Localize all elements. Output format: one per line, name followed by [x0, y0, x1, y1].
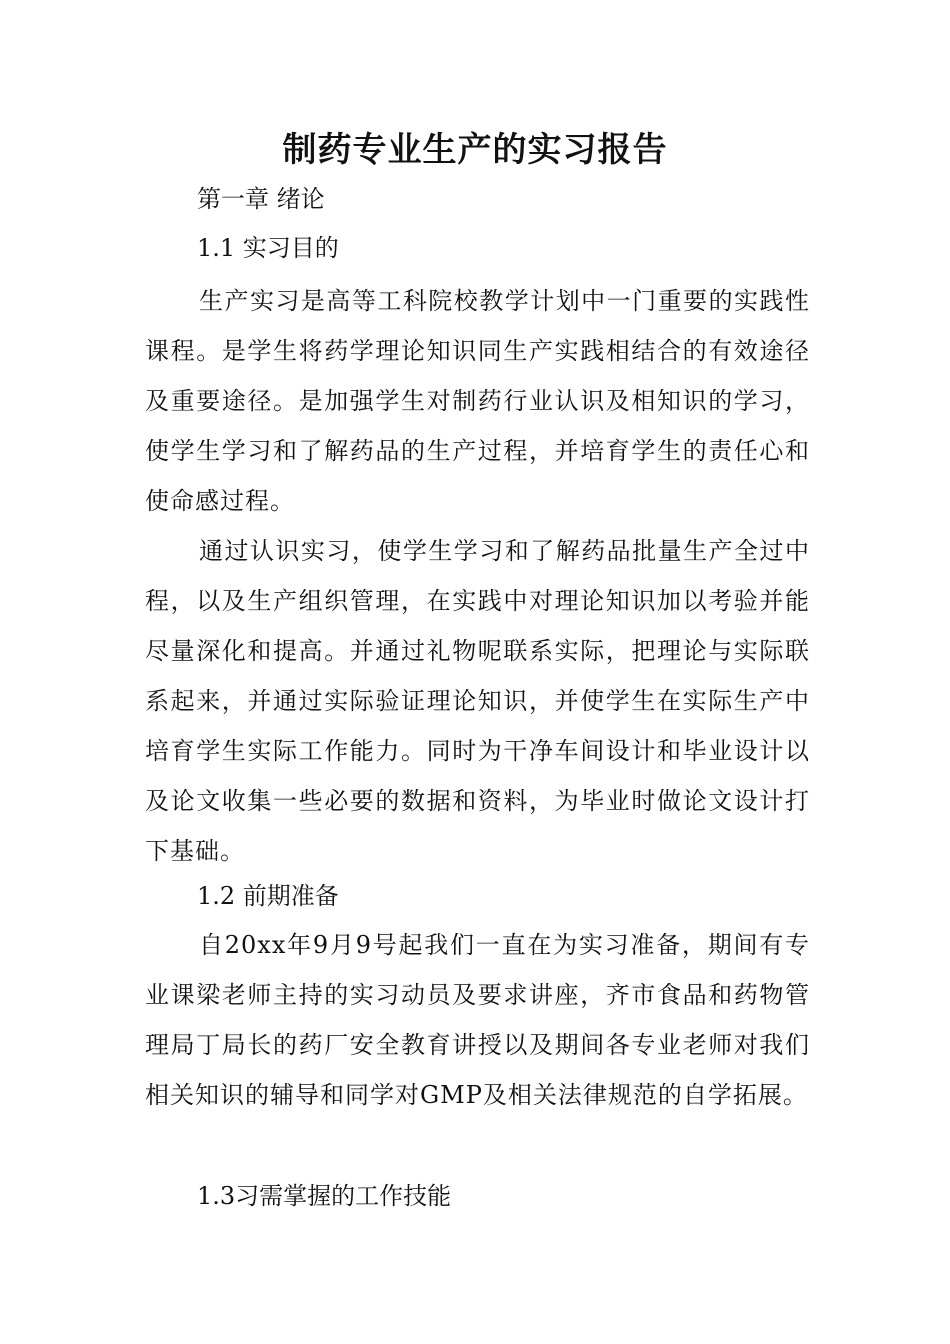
chapter-heading: 第一章 绪论 [197, 185, 325, 213]
section-heading-1-3: 1.3习需掌握的工作技能 [197, 1182, 452, 1210]
paragraph-practice: 通过认识实习，使学生学习和了解药品批量生产全过中程，以及生产组织管理，在实践中对理论知识加以考验并能尽量深化和提高。并通过礼物呢联系实际，把理论与实际联系起来，并通过实际验证理论知识，并使学生在实际生产中培育学生实际工作能力。同时为干净车间设计和毕业设计以及论文收集一些必要的数据和资料，为毕业时做论文设计打下基础。 [145, 537, 810, 865]
paragraph-purpose: 生产实习是高等工科院校教学计划中一门重要的实践性课程。是学生将药学理论知识同生产实践相结合的有效途径及重要途径。是加强学生对制药行业认识及相知识的学习，使学生学习和了解药品的生产过程，并培育学生的责任心和使命感过程。 [145, 287, 810, 515]
paragraph-preparation: 自20xx年9月9号起我们一直在为实习准备，期间有专业课梁老师主持的实习动员及要求讲座，齐市食品和药物管理局丁局长的药厂安全教育讲授以及期间各专业老师对我们相关知识的辅导和同学对GMP及相关法律规范的自学拓展。 [145, 931, 810, 1109]
section-heading-1-2: 1.2 前期准备 [197, 882, 339, 910]
section-heading-1-1: 1.1 实习目的 [197, 234, 339, 262]
document-title: 制药专业生产的实习报告 [282, 130, 668, 170]
